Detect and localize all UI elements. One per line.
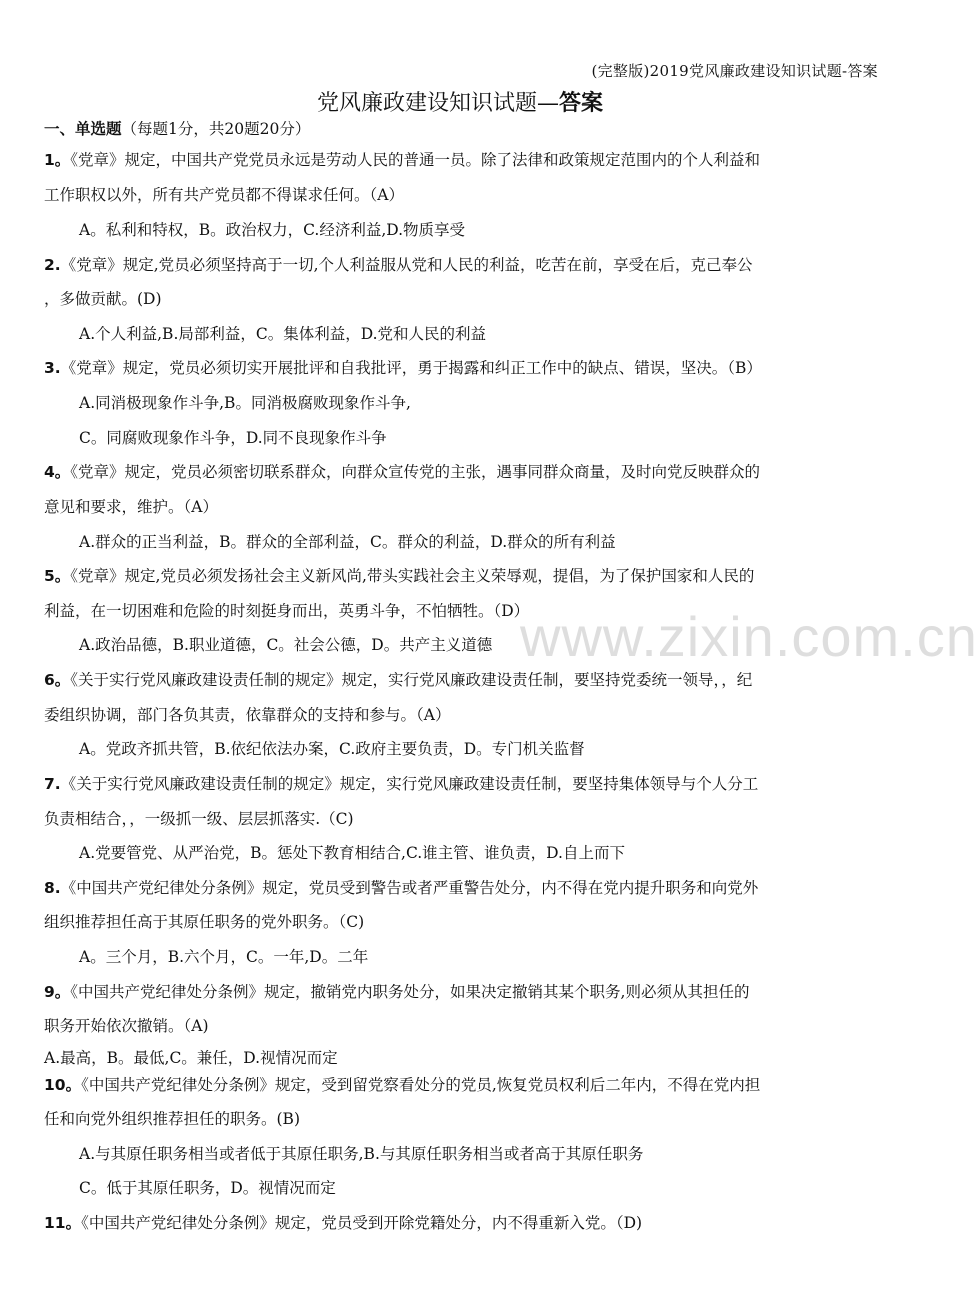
question-10-line-1 bbox=[44, 1074, 874, 1096]
question-2-line-2: ，多做贡献。(D) bbox=[44, 290, 162, 308]
question-1-options: A。私利和特权，B。政治权力，C.经济利益,D.物质享受 bbox=[79, 221, 466, 239]
question-11-text-1: 《中国共产党纪律处分条例》规定，党员受到开除党籍处分，内不得重新入党。（D) bbox=[81, 1214, 643, 1232]
question-10-number: 10。 bbox=[44, 1076, 82, 1094]
title-bold: 答案 bbox=[559, 91, 604, 116]
question-11-line-1 bbox=[44, 1212, 874, 1234]
page-title bbox=[0, 86, 920, 117]
question-9-text-1: 《中国共产党纪律处分条例》规定，撤销党内职务处分，如果决定撤销其某个职务,则必须从其担任的 bbox=[70, 983, 750, 1001]
question-7-text-1: 《关于实行党风廉政建设责任制的规定》规定，实行党风廉政建设责任制，要坚持集体领导与个人分工 bbox=[60, 775, 759, 793]
question-2-number: 2. bbox=[44, 256, 61, 274]
question-3-line-1 bbox=[44, 357, 874, 379]
question-4-line-1 bbox=[44, 461, 874, 483]
question-6-line-2: 委组织协调，部门各负其责，依靠群众的支持和参与。（A） bbox=[44, 706, 451, 724]
question-10-line-2: 任和向党外组织推荐担任的职务。(B) bbox=[44, 1110, 300, 1128]
header-note: (完整版)2019党风廉政建设知识试题-答案 bbox=[591, 62, 878, 80]
question-4-text-1: 《党章》规定，党员必须密切联系群众，向群众宣传党的主张，遇事同群众商量，及时向党反映群众的 bbox=[70, 463, 761, 481]
question-7-options: A.党要管党、从严治党，B。惩处下教育相结合,C.谁主管、谁负责，D.自上而下 bbox=[79, 844, 625, 862]
question-6-options: A。党政齐抓共管，B.依纪依法办案，C.政府主要负责，D。专门机关监督 bbox=[79, 740, 585, 758]
question-7-line-2: 负责相结合，，一级抓一级、层层抓落实.（C) bbox=[44, 810, 354, 828]
question-3-options-2: C。同腐败现象作斗争，D.同不良现象作斗争 bbox=[79, 429, 387, 447]
question-5-number: 5。 bbox=[44, 567, 71, 585]
question-8-text-1: 《中国共产党纪律处分条例》规定，党员受到警告或者严重警告处分，内不得在党内提升职务和向党外 bbox=[60, 879, 759, 897]
question-5-line-1 bbox=[44, 565, 874, 587]
question-6-number: 6。 bbox=[44, 671, 71, 689]
question-11-number: 11。 bbox=[44, 1214, 82, 1232]
question-5-line-2: 利益，在一切困难和危险的时刻挺身而出，英勇斗争，不怕牺牲。（D） bbox=[44, 602, 530, 620]
question-9-options: A.最高，B。最低,C。兼任，D.视情况而定 bbox=[44, 1049, 338, 1067]
question-10-options-2: C。低于其原任职务，D。视情况而定 bbox=[79, 1179, 336, 1197]
question-2-text-1: 《党章》规定,党员必须坚持高于一切,个人利益服从党和人民的利益，吃苦在前，享受在后，克己奉公 bbox=[60, 256, 753, 274]
section-label: 一、单选题 bbox=[44, 120, 122, 138]
question-9-number: 9。 bbox=[44, 983, 71, 1001]
question-3-text-1: 《党章》规定，党员必须切实开展批评和自我批评，勇于揭露和纠正工作中的缺点、错误，坚决。（B） bbox=[60, 359, 762, 377]
question-4-number: 4。 bbox=[44, 463, 71, 481]
question-8-number: 8. bbox=[44, 879, 61, 897]
question-2-line-1 bbox=[44, 254, 874, 276]
question-5-text-1: 《党章》规定,党员必须发扬社会主义新风尚,带头实践社会主义荣辱观，提倡，为了保护国家和人民的 bbox=[70, 567, 755, 585]
question-10-options-1: A.与其原任职务相当或者低于其原任职务,B.与其原任职务相当或者高于其原任职务 bbox=[79, 1145, 644, 1163]
question-6-text-1: 《关于实行党风廉政建设责任制的规定》规定，实行党风廉政建设责任制，要坚持党委统一领导，，纪 bbox=[70, 671, 753, 689]
question-10-text-1: 《中国共产党纪律处分条例》规定，受到留党察看处分的党员,恢复党员权利后二年内，不得在党内担 bbox=[81, 1076, 761, 1094]
question-4-options: A.群众的正当利益，B。群众的全部利益，C。群众的利益，D.群众的所有利益 bbox=[79, 533, 616, 551]
section-heading bbox=[44, 117, 310, 139]
question-3-options-1: A.同消极现象作斗争,B。同消极腐败现象作斗争, bbox=[79, 394, 411, 412]
question-1-number: 1。 bbox=[44, 151, 71, 169]
title-main: 党风廉政建设知识试题— bbox=[316, 91, 559, 116]
question-8-line-2: 组织推荐担任高于其原任职务的党外职务。（C) bbox=[44, 913, 365, 931]
question-3-number: 3. bbox=[44, 359, 61, 377]
question-5-options: A.政治品德，B.职业道德，C。社会公德，D。共产主义道德 bbox=[79, 636, 493, 654]
question-4-line-2: 意见和要求，维护。（A） bbox=[44, 498, 218, 516]
section-note: （每题1分，共20题20分） bbox=[121, 120, 311, 138]
question-1-line-1 bbox=[44, 149, 874, 171]
question-7-line-1 bbox=[44, 773, 874, 795]
question-2-options: A.个人利益,B.局部利益，C。集体利益，D.党和人民的利益 bbox=[79, 325, 487, 343]
watermark: www.zixin.com.cn bbox=[520, 605, 978, 668]
question-6-line-1 bbox=[44, 669, 874, 691]
question-8-options: A。三个月，B.六个月，C。一年,D。二年 bbox=[79, 948, 369, 966]
question-9-line-2: 职务开始依次撤销。（A) bbox=[44, 1017, 209, 1035]
question-1-line-2: 工作职权以外，所有共产党员都不得谋求任何。（A） bbox=[44, 186, 404, 204]
question-8-line-1 bbox=[44, 877, 874, 899]
question-9-line-1 bbox=[44, 981, 874, 1003]
question-1-text-1: 《党章》规定，中国共产党党员永远是劳动人民的普通一员。除了法律和政策规定范围内的个人利益和 bbox=[70, 151, 761, 169]
question-7-number: 7. bbox=[44, 775, 61, 793]
